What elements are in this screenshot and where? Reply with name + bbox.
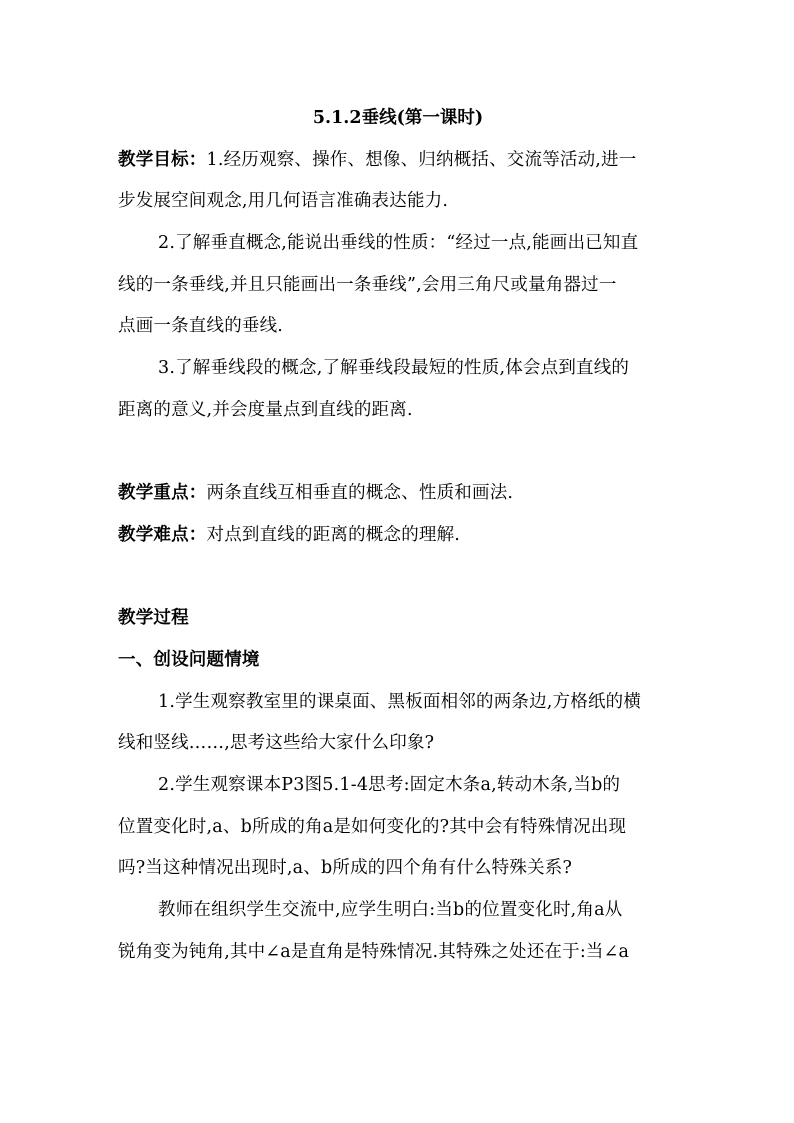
difficulty-line: [118, 523, 678, 547]
section-1-heading: 一、创设问题情境: [118, 650, 260, 670]
key-point-line: [118, 481, 678, 505]
process-heading: 教学过程: [118, 608, 189, 628]
objectives-text-1: 1.经历观察、操作、想像、归纳概括、交流等活动,进一: [206, 150, 637, 170]
objectives-line-2: 步发展空间观念,用几何语言准确表达能力.: [118, 191, 449, 211]
key-point-text: 两条直线互相垂直的概念、性质和画法.: [206, 483, 514, 503]
objective-3-line-1: 3.了解垂线段的概念,了解垂线段最短的性质,体会点到直线的: [158, 358, 630, 378]
paragraph-2-line-3: 吗?当这种情况出现时,a、b所成的四个角有什么特殊关系?: [118, 858, 573, 878]
objective-2-line-1: 2.了解垂直概念,能说出垂线的性质：“经过一点,能画出已知直: [158, 233, 639, 253]
document-title: 5.1.2垂线(第一课时): [312, 108, 484, 128]
objective-3-line-2: 距离的意义,并会度量点到直线的距离.: [118, 400, 413, 420]
paragraph-2-line-2: 位置变化时,a、b所成的角a是如何变化的?其中会有特殊情况出现: [118, 817, 627, 837]
objective-2-line-2: 线的一条垂线,并且只能画出一条垂线”,会用三角尺或量角器过一: [118, 275, 617, 295]
objectives-label: 教学目标：: [118, 150, 207, 170]
paragraph-1-line-2: 线和竖线……,思考这些给大家什么印象?: [118, 733, 435, 753]
difficulty-label: 教学难点：: [118, 525, 207, 545]
key-point-label: 教学重点：: [118, 483, 207, 503]
paragraph-2-line-1: 2.学生观察课本P3图5.1-4思考:固定木条a,转动木条,当b的: [158, 775, 621, 795]
paragraph-3-line-2: 锐角变为钝角,其中∠a是直角是特殊情况.其特殊之处还在于:当∠a: [118, 942, 630, 962]
objectives-line-1: [118, 148, 678, 172]
paragraph-3-line-1: 教师在组织学生交流中,应学生明白:当b的位置变化时,角a从: [158, 900, 623, 920]
objective-2-line-3: 点画一条直线的垂线.: [118, 316, 284, 336]
paragraph-1-line-1: 1.学生观察教室里的课桌面、黑板面相邻的两条边,方格纸的横: [158, 692, 642, 712]
difficulty-text: 对点到直线的距离的概念的理解.: [206, 525, 461, 545]
